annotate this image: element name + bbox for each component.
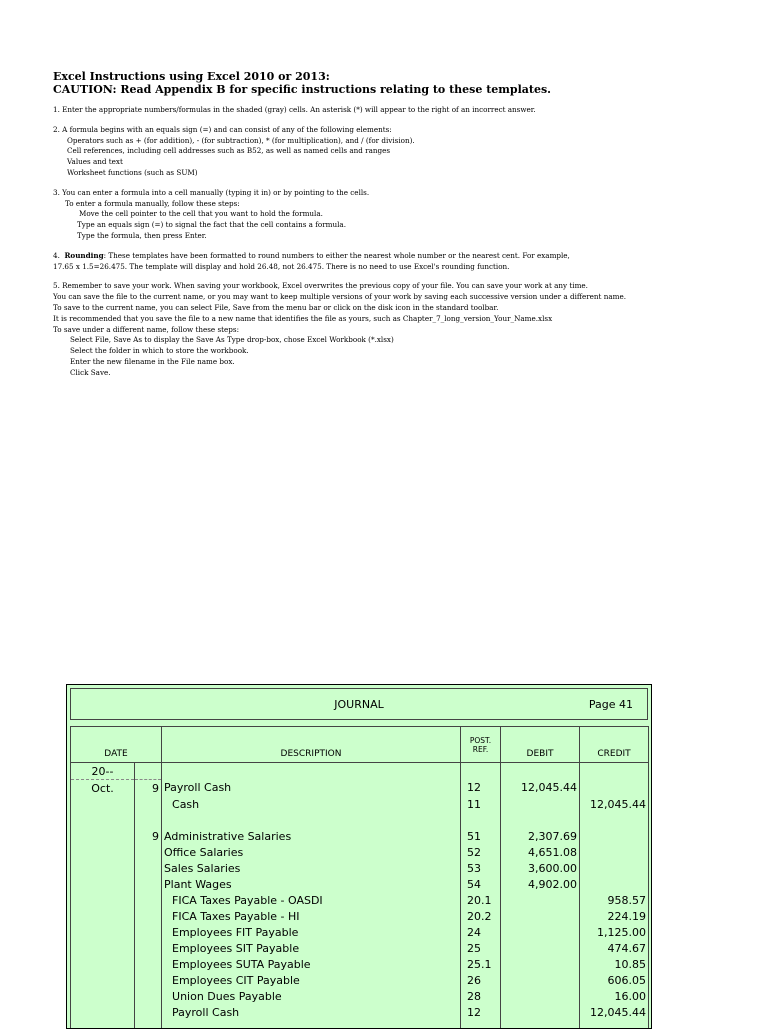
description-cell[interactable]: [162, 812, 461, 828]
day-cell[interactable]: [135, 940, 162, 956]
journal-row: [71, 860, 649, 876]
day-cell[interactable]: [135, 1020, 162, 1029]
day-cell[interactable]: [135, 796, 162, 812]
post-ref-cell[interactable]: 28: [461, 988, 501, 1004]
journal-row: [71, 956, 649, 972]
post-ref-cell[interactable]: [461, 1020, 501, 1029]
credit-cell[interactable]: 606.05: [580, 972, 649, 988]
post-ref-cell[interactable]: 26: [461, 972, 501, 988]
step-5-line: You can save the file to the current name, or you may want to keep multiple versions of your work by saving each successive version under a different name.: [53, 292, 743, 303]
step-3-intro: 3. You can enter a formula into a cell manually (typing it in) or by pointing to the cells.: [53, 188, 743, 199]
description-cell[interactable]: Union Dues Payable: [162, 988, 461, 1004]
journal-title: JOURNAL: [71, 698, 647, 711]
credit-cell[interactable]: 224.19: [580, 908, 649, 924]
post-ref-cell[interactable]: 54: [461, 876, 501, 892]
description-cell[interactable]: Cash: [162, 796, 461, 812]
journal-header-row: [71, 727, 649, 763]
date-cell[interactable]: [71, 1020, 135, 1029]
description-header: DESCRIPTION: [162, 727, 461, 763]
date-cell[interactable]: [71, 956, 135, 972]
debit-cell[interactable]: 12,045.44: [501, 780, 580, 797]
step-5-item: Select File, Save As to display the Save As Type drop-box, chose Excel Workbook (*.xlsx): [53, 335, 743, 346]
debit-cell[interactable]: [501, 908, 580, 924]
date-cell[interactable]: [71, 892, 135, 908]
date-cell[interactable]: 20--: [71, 763, 135, 780]
date-cell[interactable]: [71, 988, 135, 1004]
description-cell[interactable]: [162, 1020, 461, 1029]
journal-row: [71, 844, 649, 860]
post-ref-header: [461, 727, 501, 763]
journal-row: [71, 924, 649, 940]
journal-row: [71, 940, 649, 956]
credit-cell[interactable]: [580, 1020, 649, 1029]
credit-cell[interactable]: 958.57: [580, 892, 649, 908]
debit-cell[interactable]: [501, 988, 580, 1004]
post-ref-line1: POST.: [470, 736, 491, 745]
description-cell[interactable]: FICA Taxes Payable - HI: [162, 908, 461, 924]
day-cell[interactable]: [135, 988, 162, 1004]
caution-note: CAUTION: Read Appendix B for specific instructions relating to these templates.: [53, 83, 743, 96]
credit-cell[interactable]: [580, 860, 649, 876]
step-2-item: Cell references, including cell addresses such as B52, as well as named cells and ranges: [53, 146, 743, 157]
description-cell[interactable]: Employees CIT Payable: [162, 972, 461, 988]
date-cell[interactable]: [71, 860, 135, 876]
credit-cell[interactable]: 474.67: [580, 940, 649, 956]
post-ref-cell[interactable]: 25.1: [461, 956, 501, 972]
credit-cell[interactable]: [580, 763, 649, 780]
day-cell[interactable]: [135, 924, 162, 940]
debit-cell[interactable]: [501, 956, 580, 972]
day-cell[interactable]: 9: [135, 780, 162, 797]
day-cell[interactable]: [135, 972, 162, 988]
debit-cell[interactable]: 4,902.00: [501, 876, 580, 892]
debit-cell[interactable]: [501, 763, 580, 780]
debit-cell[interactable]: [501, 812, 580, 828]
post-ref-line2: REF.: [473, 745, 488, 754]
day-cell[interactable]: [135, 812, 162, 828]
description-cell[interactable]: FICA Taxes Payable - OASDI: [162, 892, 461, 908]
step-1: 1. Enter the appropriate numbers/formulas in the shaded (gray) cells. An asterisk (*) will appear to the right of an incorrect answer.: [53, 105, 743, 116]
day-cell[interactable]: 9: [135, 828, 162, 844]
journal-row: [71, 892, 649, 908]
step-5-line: To save to the current name, you can select File, Save from the menu bar or click on the disk icon in the standard toolbar.: [53, 303, 743, 314]
debit-cell[interactable]: [501, 1004, 580, 1020]
rounding-label: Rounding: [64, 251, 103, 260]
day-cell[interactable]: [135, 956, 162, 972]
date-header: DATE: [71, 727, 162, 763]
description-cell[interactable]: Sales Salaries: [162, 860, 461, 876]
journal-table: [70, 726, 649, 1029]
description-cell[interactable]: Office Salaries: [162, 844, 461, 860]
step-5-item: Enter the new filename in the File name box.: [53, 357, 743, 368]
description-cell[interactable]: Employees FIT Payable: [162, 924, 461, 940]
journal-row: [71, 1004, 649, 1020]
post-ref-cell[interactable]: 20.2: [461, 908, 501, 924]
debit-cell[interactable]: [501, 940, 580, 956]
description-cell[interactable]: [162, 763, 461, 780]
debit-cell[interactable]: [501, 972, 580, 988]
journal-row: [71, 908, 649, 924]
date-cell[interactable]: [71, 924, 135, 940]
journal-row: [71, 763, 649, 780]
journal-row: [71, 876, 649, 892]
debit-cell[interactable]: 2,307.69: [501, 828, 580, 844]
instructions: [53, 70, 743, 379]
date-cell[interactable]: [71, 812, 135, 828]
credit-cell[interactable]: [580, 812, 649, 828]
page-number: Page 41: [589, 698, 633, 711]
step-4-number: 4.: [53, 251, 60, 260]
day-cell[interactable]: [135, 763, 162, 780]
step-5-item: Select the folder in which to store the workbook.: [53, 346, 743, 357]
post-ref-cell[interactable]: 24: [461, 924, 501, 940]
journal-row: [71, 972, 649, 988]
description-cell[interactable]: Payroll Cash: [162, 780, 461, 797]
day-cell[interactable]: [135, 876, 162, 892]
journal-sheet: [66, 684, 652, 1029]
journal-row: [71, 796, 649, 812]
post-ref-cell[interactable]: 12: [461, 780, 501, 797]
day-cell[interactable]: [135, 844, 162, 860]
post-ref-cell[interactable]: 12: [461, 1004, 501, 1020]
debit-cell[interactable]: 3,600.00: [501, 860, 580, 876]
day-cell[interactable]: [135, 860, 162, 876]
credit-cell[interactable]: 12,045.44: [580, 1004, 649, 1020]
step-3-item: Type an equals sign (=) to signal the fact that the cell contains a formula.: [53, 220, 743, 231]
debit-cell[interactable]: [501, 1020, 580, 1029]
credit-cell[interactable]: 10.85: [580, 956, 649, 972]
step-5-line: 5. Remember to save your work. When saving your workbook, Excel overwrites the previous copy of your file. You can save your work at any time.: [53, 281, 743, 292]
description-cell[interactable]: Payroll Cash: [162, 1004, 461, 1020]
step-3-item: Move the cell pointer to the cell that you want to hold the formula.: [53, 209, 743, 220]
date-cell[interactable]: [71, 796, 135, 812]
credit-cell[interactable]: [580, 828, 649, 844]
post-ref-cell[interactable]: 11: [461, 796, 501, 812]
journal-row: [71, 812, 649, 828]
day-cell[interactable]: [135, 892, 162, 908]
date-cell[interactable]: [71, 940, 135, 956]
step-2-item: Worksheet functions (such as SUM): [53, 168, 743, 179]
step-5-item: Click Save.: [53, 368, 743, 379]
journal-row: [71, 828, 649, 844]
post-ref-cell[interactable]: 52: [461, 844, 501, 860]
description-cell[interactable]: Employees SUTA Payable: [162, 956, 461, 972]
debit-cell[interactable]: 4,651.08: [501, 844, 580, 860]
step-3-sub: To enter a formula manually, follow these steps:: [53, 199, 743, 210]
date-cell[interactable]: Oct.: [71, 780, 135, 797]
instructions-heading: Excel Instructions using Excel 2010 or 2013:: [53, 70, 743, 83]
date-cell[interactable]: [71, 1004, 135, 1020]
step-2-item: Values and text: [53, 157, 743, 168]
date-cell[interactable]: [71, 844, 135, 860]
date-cell[interactable]: [71, 972, 135, 988]
step-4-text: : These templates have been formatted to round numbers to either the nearest whole number or the nearest cent. For example,: [104, 251, 570, 260]
debit-cell[interactable]: [501, 892, 580, 908]
step-5-line: To save under a different name, follow these steps:: [53, 325, 743, 336]
post-ref-cell[interactable]: [461, 763, 501, 780]
post-ref-cell[interactable]: 53: [461, 860, 501, 876]
credit-cell[interactable]: 1,125.00: [580, 924, 649, 940]
date-cell[interactable]: [71, 876, 135, 892]
credit-header: CREDIT: [580, 727, 649, 763]
credit-cell[interactable]: 16.00: [580, 988, 649, 1004]
journal-row: [71, 1020, 649, 1029]
date-cell[interactable]: [71, 908, 135, 924]
credit-cell[interactable]: [580, 780, 649, 797]
step-4: [53, 251, 743, 262]
debit-header: DEBIT: [501, 727, 580, 763]
journal-body: [71, 763, 649, 1029]
post-ref-cell[interactable]: 20.1: [461, 892, 501, 908]
credit-cell[interactable]: [580, 844, 649, 860]
debit-cell[interactable]: [501, 924, 580, 940]
post-ref-cell[interactable]: 51: [461, 828, 501, 844]
description-cell[interactable]: Employees SIT Payable: [162, 940, 461, 956]
step-2-intro: 2. A formula begins with an equals sign (=) and can consist of any of the following elements:: [53, 125, 743, 136]
post-ref-cell[interactable]: 25: [461, 940, 501, 956]
step-3-item: Type the formula, then press Enter.: [53, 231, 743, 242]
day-cell[interactable]: [135, 908, 162, 924]
journal-row: [71, 988, 649, 1004]
post-ref-cell[interactable]: [461, 812, 501, 828]
date-cell[interactable]: [71, 828, 135, 844]
debit-cell[interactable]: [501, 796, 580, 812]
credit-cell[interactable]: 12,045.44: [580, 796, 649, 812]
step-4-example: 17.65 x 1.5=26.475. The template will display and hold 26.48, not 26.475. There is no need to use Excel's rounding function.: [53, 262, 743, 273]
step-5-line: It is recommended that you save the file to a new name that identifies the file as yours, such as Chapter_7_long_version_Your_Name.xlsx: [53, 314, 743, 325]
credit-cell[interactable]: [580, 876, 649, 892]
step-2-item: Operators such as + (for addition), - (for subtraction), * (for multiplication), and / (for division).: [53, 136, 743, 147]
description-cell[interactable]: Administrative Salaries: [162, 828, 461, 844]
description-cell[interactable]: Plant Wages: [162, 876, 461, 892]
journal-header: [70, 688, 648, 720]
journal-row: [71, 780, 649, 797]
day-cell[interactable]: [135, 1004, 162, 1020]
